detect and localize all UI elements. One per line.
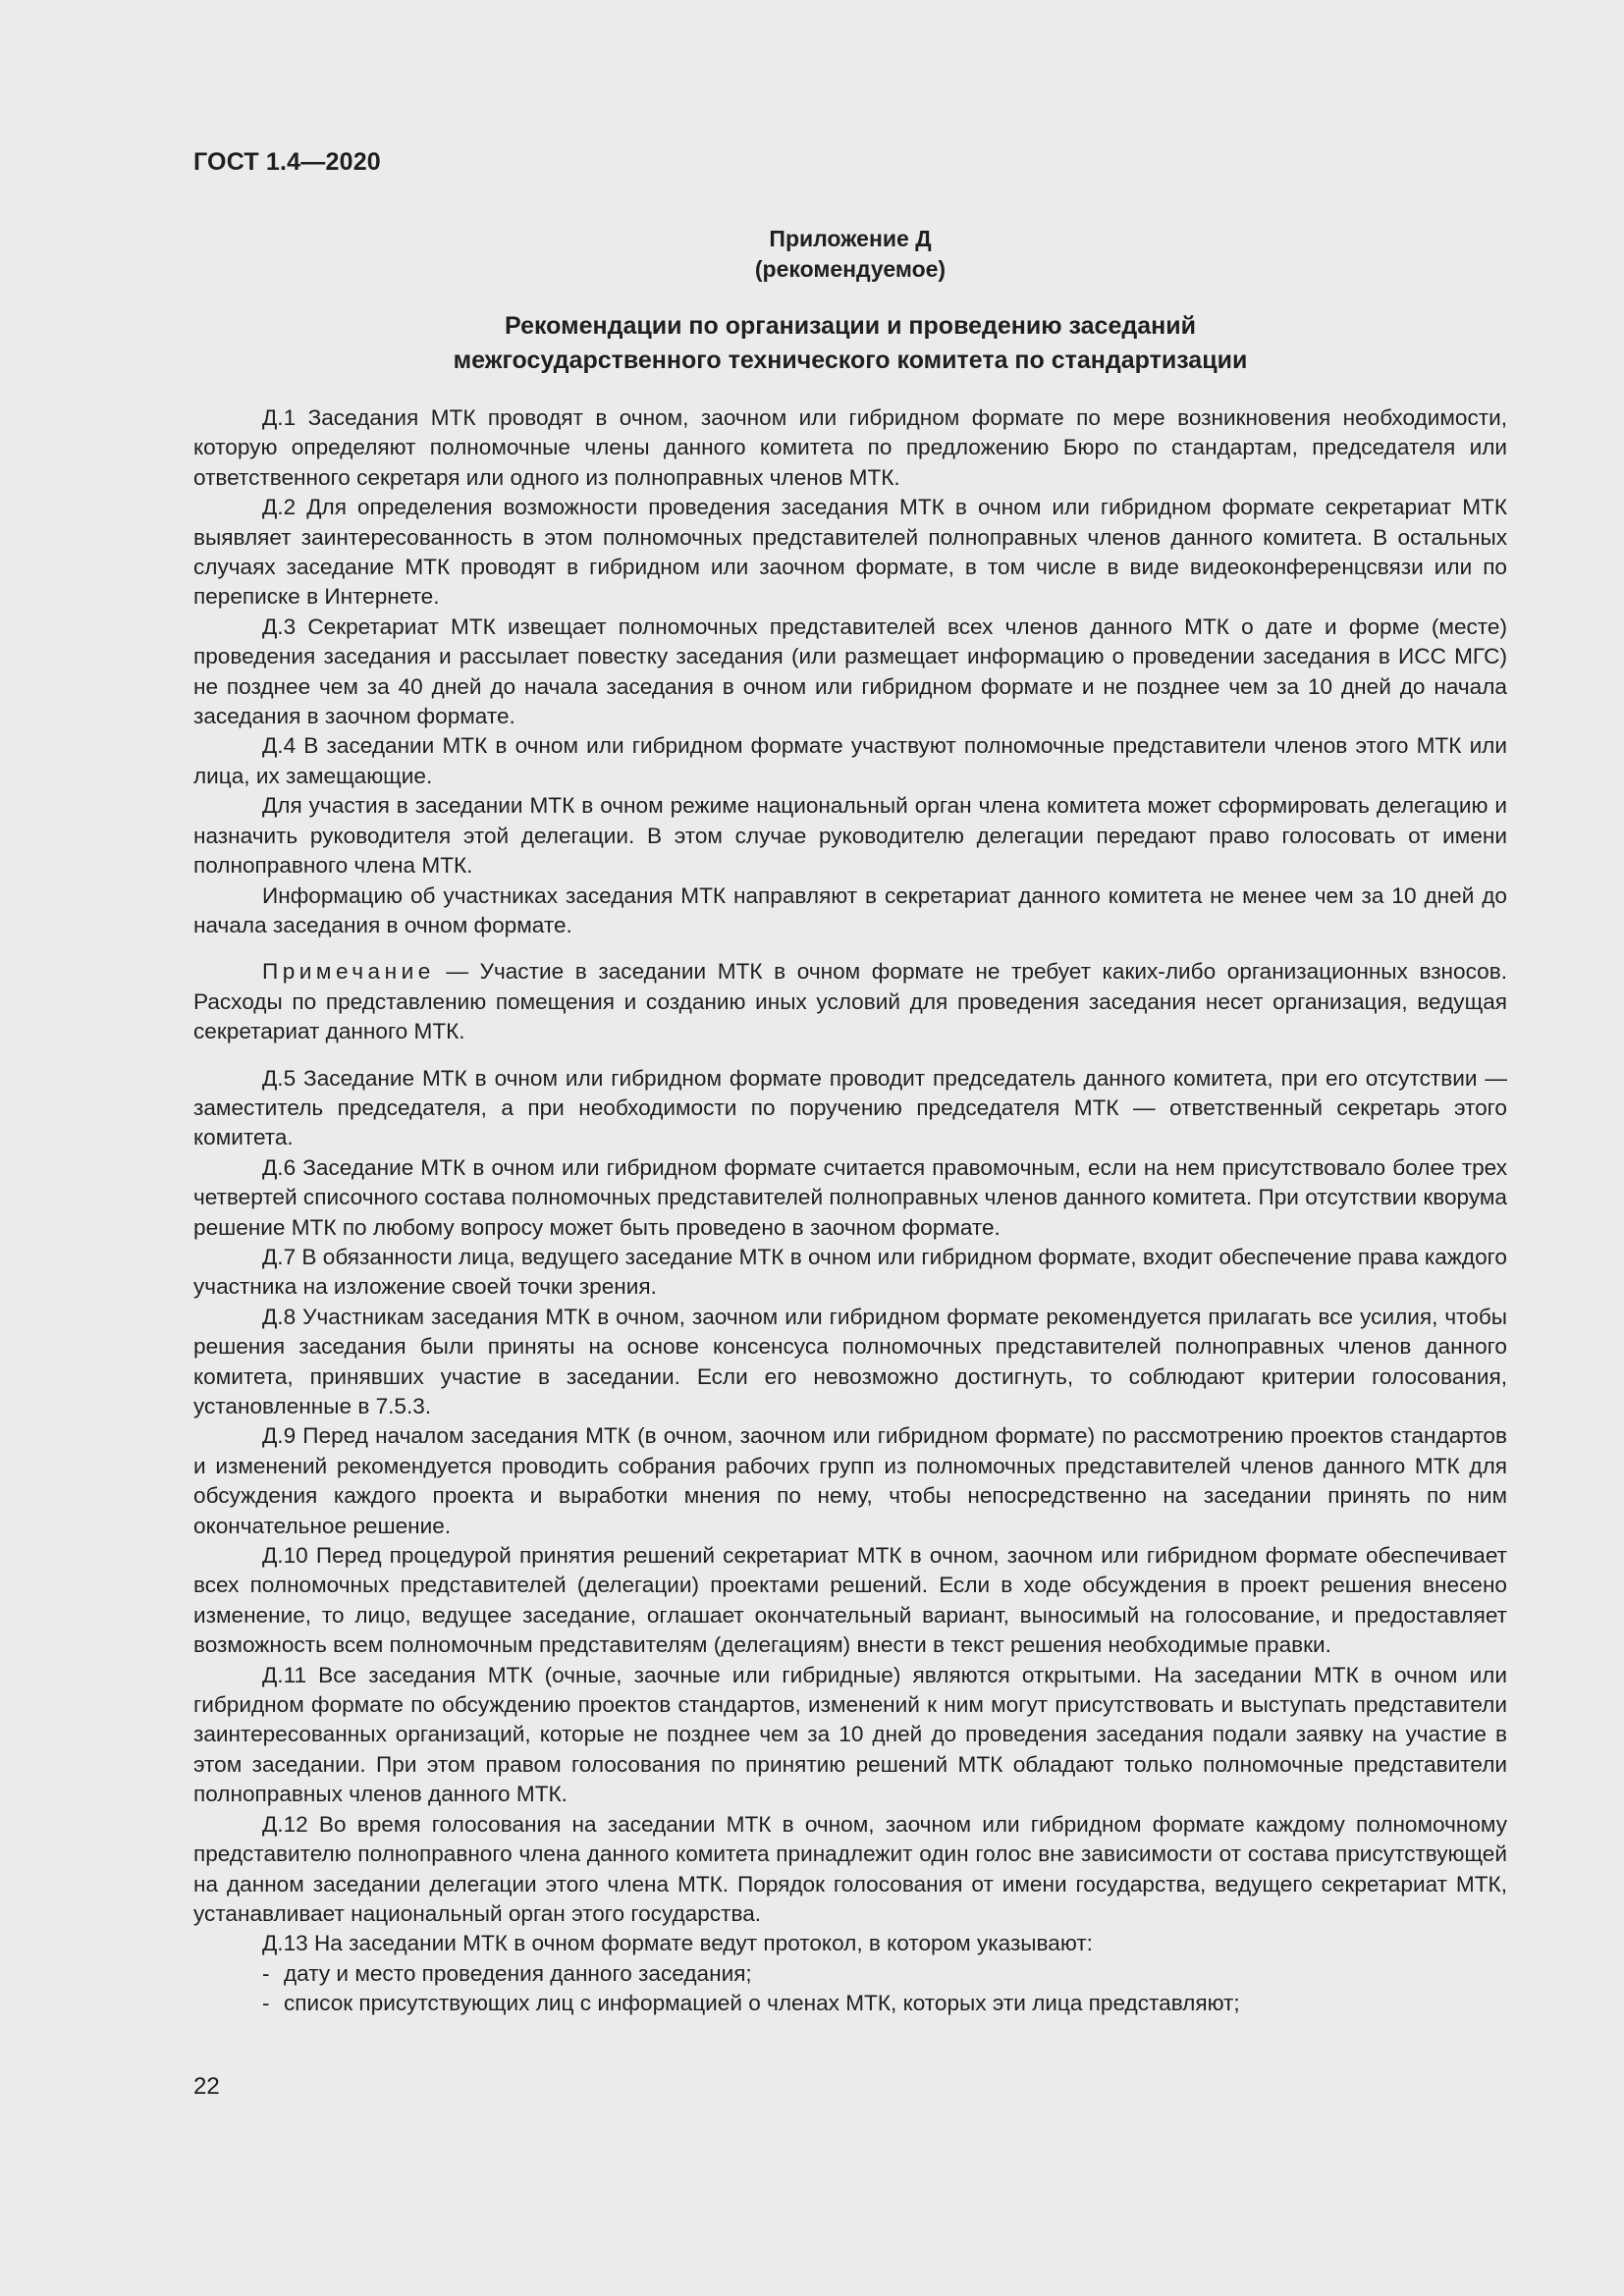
document-page xyxy=(193,0,1507,2296)
list-dash: - xyxy=(262,1991,270,2016)
protocol-list xyxy=(193,1959,1507,2019)
paragraph-d11: Д.11 Все заседания МТК (очные, заочные или гибридные) являются открытыми. На заседании МТК в очном или гибридном формате по обсуждению проектов стандартов, изменений к ним могут присутствовать и выступать представители заинтересованных организаций, которые не позднее чем за 10 дней до проведения заседания подали заявку на участие в этом заседании. При этом правом голосования по принятию решений МТК обладают только полномочные представители полноправных членов данного МТК. xyxy=(193,1662,1507,1807)
list-dash: - xyxy=(262,1960,270,1986)
paragraph-d1: Д.1 Заседания МТК проводят в очном, заочном или гибридном формате по мере возникновения необходимости, которую определяют полномочные члены данного комитета по предложению Бюро по стандартам, председателя или ответственного секретаря или одного из полноправных членов МТК. xyxy=(193,405,1507,490)
note-label: Примечание xyxy=(262,959,435,985)
list-item xyxy=(193,1959,1507,1989)
list-item-text: дату и место проведения данного заседания; xyxy=(284,1960,752,1986)
section-title-line-1: Рекомендации по организации и проведению заседаний xyxy=(505,312,1196,340)
paragraph-d6: Д.6 Заседание МТК в очном или гибридном формате считается правомочным, если на нем присутствовало более трех четвертей списочного состава полномочных представителей полноправных членов данного комитета. При отсутствии кворума решение МТК по любому вопросу может быть проведено в заочном формате. xyxy=(193,1154,1507,1240)
note xyxy=(193,957,1507,1046)
document-body xyxy=(193,403,1507,2019)
paragraph-d4: Д.4 В заседании МТК в очном или гибридном формате участвуют полномочные представители членов этого МТК или лица, их замещающие. xyxy=(193,733,1507,788)
section-title xyxy=(193,309,1507,378)
paragraph-d2: Д.2 Для определения возможности проведения заседания МТК в очном или гибридном формате секретариат МТК выявляет заинтересованность в этом полномочных представителей полноправных членов данного комитета. В остальных случаях заседание МТК проводят в гибридном или заочном формате, в том числе в виде видеоконференцсвязи или по переписке в Интернете. xyxy=(193,495,1507,610)
page-number: 22 xyxy=(193,2073,220,2100)
document-code-header: ГОСТ 1.4—2020 xyxy=(193,148,381,176)
section-title-line-2: межгосударственного технического комитета по стандартизации xyxy=(453,347,1248,374)
paragraph-d4-delegation: Для участия в заседании МТК в очном режиме национальный орган члена комитета может сформировать делегацию и назначить руководителя этой делегации. В этом случае руководителю делегации передают право голосовать от имени полноправного члена МТК. xyxy=(193,793,1507,879)
paragraph-d7: Д.7 В обязанности лица, ведущего заседание МТК в очном или гибридном формате, входит обеспечение права каждого участника на изложение своей точки зрения. xyxy=(193,1244,1507,1300)
paragraph-d5: Д.5 Заседание МТК в очном или гибридном формате проводит председатель данного комитета, при его отсутствии — заместитель председателя, а при необходимости по поручению председателя МТК — ответственный секретарь этого комитета. xyxy=(193,1065,1507,1150)
paragraph-d3: Д.3 Секретариат МТК извещает полномочных представителей всех членов данного МТК о дате и форме (месте) проведения заседания и рассылает повестку заседания (или размещает информацию о проведении заседания в ИСС МГС) не позднее чем за 40 дней до начала заседания в очном или гибридном формате и не позднее чем за 10 дней до начала заседания в заочном формате. xyxy=(193,614,1507,729)
paragraph-d9: Д.9 Перед началом заседания МТК (в очном, заочном или гибридном формате) по рассмотрению проектов стандартов и изменений рекомендуется проводить собрания рабочих групп из полномочных представителей членов данного МТК для обсуждения каждого проекта и выработки мнения по нему, чтобы непосредственно на заседании принять по ним окончательное решение. xyxy=(193,1423,1507,1538)
appendix-heading xyxy=(193,224,1507,285)
paragraph-d8: Д.8 Участникам заседания МТК в очном, заочном или гибридном формате рекомендуется прилагать все усилия, чтобы решения заседания были приняты на основе консенсуса полномочных представителей полноправных членов данного комитета, принявших участие в заседании. Если его невозможно достигнуть, то соблюдают критерии голосования, установленные в 7.5.3. xyxy=(193,1304,1507,1418)
appendix-label: Приложение Д xyxy=(769,226,932,251)
list-item-text: список присутствующих лиц с информацией о членах МТК, которых эти лица представляют; xyxy=(284,1991,1240,2016)
paragraph-d10: Д.10 Перед процедурой принятия решений секретариат МТК в очном, заочном или гибридном формате обеспечивает всех полномочных представителей (делегации) проектами решений. Если в ходе обсуждения в проект решения внесено изменение, то лицо, ведущее заседание, оглашает окончательный вариант, выносимый на голосование, и предоставляет возможность всем полномочным представителям (делегациям) внести в текст решения необходимые правки. xyxy=(193,1543,1507,1658)
list-item xyxy=(193,1989,1507,2018)
note-text: — Участие в заседании МТК в очном формате не требует каких-либо организационных взносов. Расходы по представлению помещения и созданию иных условий для проведения заседания несет организация, ведущая секретариат данного МТК. xyxy=(193,959,1507,1044)
appendix-status: (рекомендуемое) xyxy=(754,256,947,282)
paragraph-d12: Д.12 Во время голосования на заседании МТК в очном, заочном или гибридном формате каждому полномочному представителю полноправного члена данного комитета принадлежит один голос вне зависимости от состава присутствующей на данном заседании делегации этого члена МТК. Порядок голосования от имени государства, ведущего секретариат МТК, устанавливает национальный орган этого государства. xyxy=(193,1811,1507,1926)
paragraph-d4-participants: Информацию об участниках заседания МТК направляют в секретариат данного комитета не менее чем за 10 дней до начала заседания в очном формате. xyxy=(193,882,1507,937)
paragraph-d13: Д.13 На заседании МТК в очном формате ведут протокол, в котором указывают: xyxy=(262,1931,1093,1956)
